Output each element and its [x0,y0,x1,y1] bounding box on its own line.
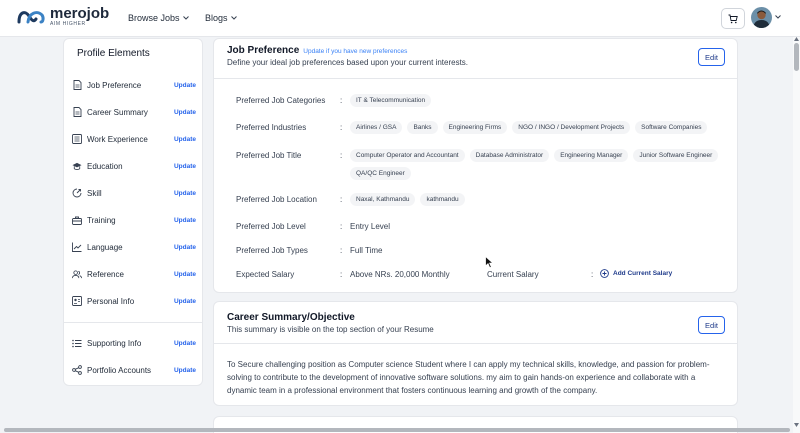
sidebar-item-career-summary[interactable] [72,104,196,120]
sidebar-item-label: Career Summary [87,107,148,117]
update-link[interactable]: Update [173,339,196,347]
row-colon: : [591,270,594,279]
scroll-up-arrow-icon[interactable] [794,37,799,41]
sidebar-item-label: Language [87,242,123,252]
vertical-scrollbar[interactable] [793,37,800,433]
preference-tag: Software Companies [635,121,707,134]
sidebar-item-label: Work Experience [87,134,148,144]
preference-tag: NGO / INGO / Development Projects [512,121,630,134]
merojob-logo[interactable] [16,6,109,27]
sidebar-item-work-experience[interactable] [72,131,196,147]
preference-tag: Naxal, Kathmandu [350,193,415,206]
sidebar-title: Profile Elements [77,48,150,59]
row-colon: : [340,96,343,105]
edit-career-summary-button[interactable]: Edit [698,316,725,334]
sidebar-item-label: Reference [87,269,124,279]
tag-list [350,149,730,180]
browse-jobs-menu[interactable] [128,13,189,23]
row-label: Expected Salary [236,270,295,279]
user-photo-icon [751,7,772,28]
sidebar-item-portfolio-accounts[interactable] [72,362,196,378]
update-link[interactable]: Update [173,108,196,116]
expected-salary-value: Above NRs. 20,000 Monthly [350,270,450,279]
horizontal-scrollbar[interactable] [4,428,790,432]
blogs-label: Blogs [205,13,228,23]
tag-list [350,193,730,206]
preference-tag: kathmandu [420,193,464,206]
preference-tag: IT & Telecommunication [350,94,431,107]
row-colon: : [340,222,343,231]
career-summary-header [214,302,737,344]
row-label: Preferred Job Level [236,222,306,231]
sidebar-item-label: Skill [87,188,102,198]
list-icon [72,338,82,348]
users-icon [72,269,82,279]
sidebar-item-label: Supporting Info [87,338,142,348]
preference-tag: Engineering Manager [554,149,628,162]
document-icon [72,107,82,117]
update-hint: Update if you have new preferences [303,48,408,55]
row-label: Preferred Job Location [236,195,317,204]
sidebar-item-language[interactable] [72,239,196,255]
chevron-down-icon [231,16,237,20]
skill-icon [72,188,82,198]
sidebar-item-label: Training [87,215,116,225]
top-nav [0,0,800,37]
avatar[interactable] [751,7,772,28]
row-label: Preferred Job Categories [236,96,326,105]
profile-elements-sidebar [63,38,203,386]
blogs-menu[interactable] [205,13,237,23]
graduation-cap-icon [72,161,82,171]
career-summary-text: To Secure challenging position as Computer science Student where I can apply my technical skills, knowledge, and passion for problem- solving to contribute to the development of innovative software solutions. my aim to gain hands-on experience and collaborate with a dynamic team in a professional environment that fosters continuous learning and growth of the company. [227,360,710,395]
expected-salary-row [236,270,450,279]
sidebar-item-label: Education [87,161,123,171]
browse-jobs-label: Browse Jobs [128,13,180,23]
edit-job-preference-button[interactable]: Edit [698,48,725,66]
chevron-down-icon [183,16,189,20]
job-preference-title-text: Job Preference [227,45,300,56]
preferred-job-level-row [236,222,390,231]
update-link[interactable]: Update [173,366,196,374]
job-types-value: Full Time [350,246,383,255]
row-label: Preferred Job Types [236,246,308,255]
sidebar-item-label: Personal Info [87,296,135,306]
preferred-job-location-row [236,195,730,206]
job-preference-card [213,38,738,293]
job-preference-header [214,39,737,79]
sidebar-item-reference[interactable] [72,266,196,282]
document-icon [72,80,82,90]
sidebar-item-supporting-info[interactable] [72,335,196,351]
preferred-job-title-row [236,151,730,180]
preference-tag: QA/QC Engineer [350,167,411,180]
sidebar-item-label: Portfolio Accounts [87,365,152,375]
preference-tag: Computer Operator and Accountant [350,149,465,162]
career-summary-title: Career Summary/Objective [227,312,355,323]
plus-circle-icon [600,269,609,278]
preferred-industries-row [236,123,730,134]
sidebar-item-training[interactable] [72,212,196,228]
sidebar-item-label: Job Preference [87,80,142,90]
job-preference-title [227,45,407,56]
preference-tag: Airlines / GSA [350,121,402,134]
update-link[interactable]: Update [173,162,196,170]
update-link[interactable]: Update [173,81,196,89]
update-link[interactable]: Update [173,297,196,305]
id-card-icon [72,296,82,306]
row-label: Preferred Job Title [236,151,302,160]
row-label: Preferred Industries [236,123,307,132]
preferred-job-types-row [236,246,382,255]
scrollbar-thumb[interactable] [794,43,799,71]
update-link[interactable]: Update [173,135,196,143]
update-link[interactable]: Update [173,243,196,251]
preference-tag: Banks [407,121,437,134]
update-link[interactable]: Update [173,216,196,224]
scroll-down-arrow-icon[interactable] [794,423,799,427]
sidebar-item-education[interactable] [72,158,196,174]
career-summary-subtitle: This summary is visible on the top section of your Resume [227,325,434,334]
preference-tag: Junior Software Engineer [633,149,718,162]
update-link[interactable]: Update [173,189,196,197]
job-preference-subtitle: Define your ideal job preferences based upon your current interests. [227,58,469,67]
preferred-job-categories-row [236,96,730,107]
add-current-salary-label: Add Current Salary [613,270,673,277]
tag-list [350,121,730,134]
update-link[interactable]: Update [173,270,196,278]
briefcase-icon [72,215,82,225]
row-colon: : [340,123,343,132]
avatar-chevron-icon[interactable] [775,15,781,19]
row-colon: : [340,270,343,279]
add-current-salary-button[interactable] [600,269,672,278]
cart-button[interactable] [721,8,745,29]
preference-tag: Database Administrator [470,149,550,162]
sidebar-item-personal-info[interactable] [72,293,196,309]
chart-icon [72,242,82,252]
mouse-cursor-icon [485,256,494,269]
row-colon: : [340,151,343,160]
share-icon [72,365,82,375]
preference-tag: Engineering Firms [443,121,508,134]
tag-list [350,94,730,107]
logo-tagline: AIM HIGHER [50,21,86,27]
job-level-value: Entry Level [350,222,391,231]
row-colon: : [340,246,343,255]
list-doc-icon [72,134,82,144]
row-colon: : [340,195,343,204]
cart-icon [728,14,738,24]
logo-name: merojob [50,5,110,22]
career-summary-card [213,301,738,406]
current-salary-label: Current Salary [487,270,539,279]
sidebar-item-job-preference[interactable] [72,77,196,93]
sidebar-divider [64,322,202,323]
logo-mark-icon [16,7,46,27]
sidebar-item-skill[interactable] [72,185,196,201]
